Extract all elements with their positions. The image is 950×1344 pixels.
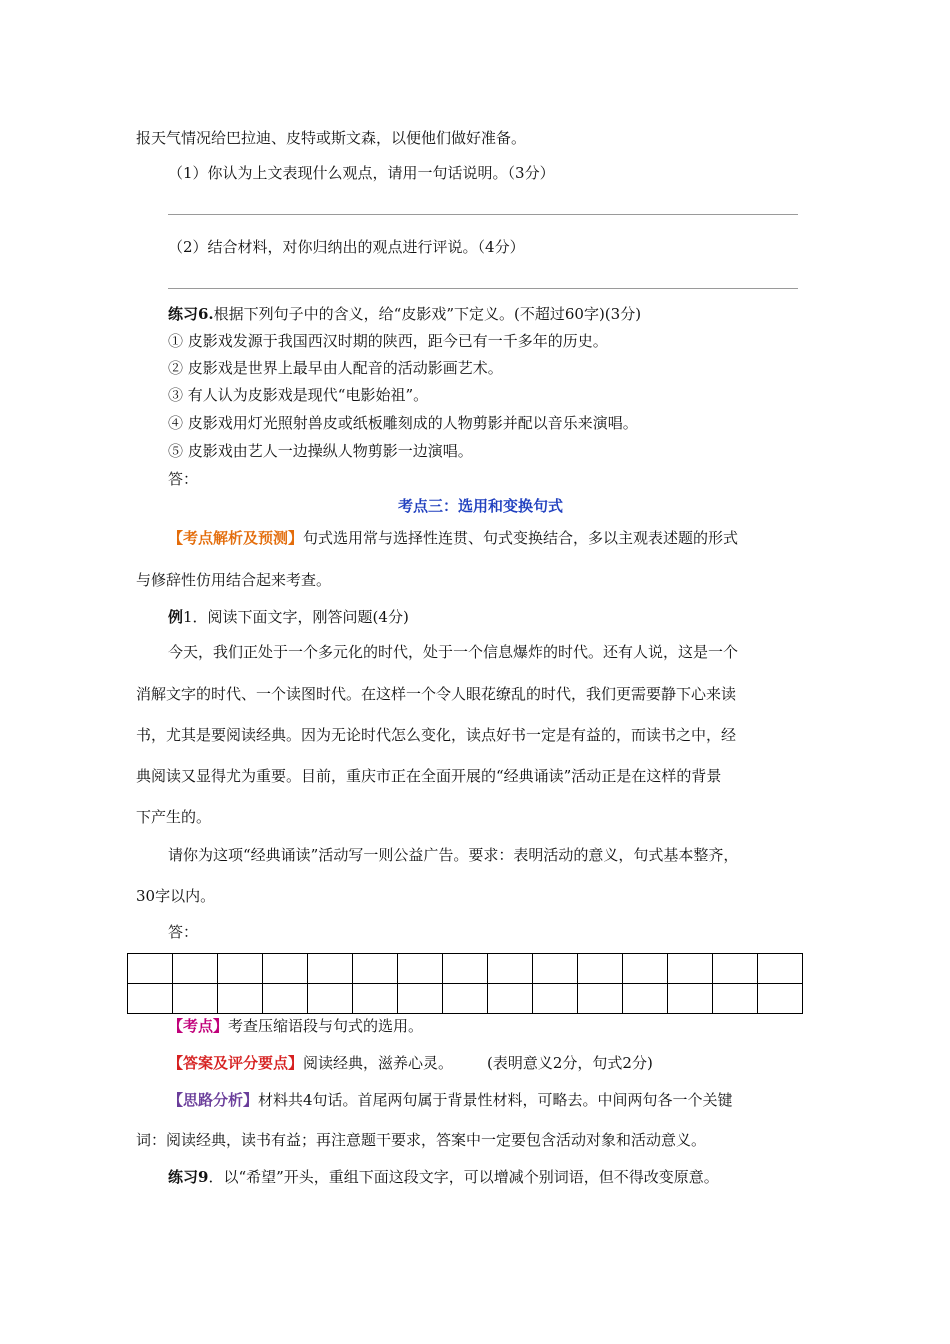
example-1-text: 1．阅读下面文字，刚答问题(4分) [183, 608, 409, 626]
exercise-6-item-1: ① 皮影戏发源于我国西汉时期的陕西，距今已有一千多年的历史。 [168, 332, 608, 350]
exercise-6-label: 练习6. [168, 305, 214, 323]
answer-grid-row [128, 984, 803, 1014]
grid-cell[interactable] [398, 954, 443, 984]
analysis-label: 【考点解析及预测】 [168, 529, 304, 547]
grid-cell[interactable] [758, 954, 803, 984]
grid-cell[interactable] [443, 984, 488, 1014]
grid-cell[interactable] [218, 984, 263, 1014]
answer-key-text: 阅读经典，滋养心灵。 [303, 1054, 454, 1072]
answer-key-label: 【答案及评分要点】 [168, 1054, 304, 1072]
answer-key-line [168, 1053, 653, 1073]
exercise-6-item-5: ⑤ 皮影戏由艺人一边操纵人物剪影一边演唱。 [168, 442, 473, 460]
grid-cell[interactable] [578, 984, 623, 1014]
grid-cell[interactable] [308, 954, 353, 984]
grid-cell[interactable] [668, 954, 713, 984]
grid-cell[interactable] [218, 954, 263, 984]
example-1-answer: 答： [168, 923, 199, 941]
grid-cell[interactable] [578, 954, 623, 984]
grid-cell[interactable] [533, 954, 578, 984]
grid-cell[interactable] [713, 984, 758, 1014]
analysis-line-2: 与修辞性仿用结合起来考查。 [136, 571, 332, 589]
example-1-task-2: 30字以内。 [136, 887, 216, 905]
exercise-6-item-2: ② 皮影戏是世界上最早由人配音的活动影画艺术。 [168, 359, 503, 377]
example-1-para-1: 今天，我们正处于一个多元化的时代，处于一个信息爆炸的时代。还有人说，这是一个 [168, 643, 739, 661]
grid-cell[interactable] [758, 984, 803, 1014]
exercise-9-text: ．以“希望”开头，重组下面这段文字，可以增减个别词语，但不得改变原意。 [208, 1168, 719, 1186]
example-1-para-5: 下产生的。 [136, 808, 212, 826]
grid-cell[interactable] [308, 984, 353, 1014]
thinking-label: 【思路分析】 [168, 1091, 259, 1109]
analysis-text-1: 句式选用常与选择性连贯、句式变换结合，多以主观表述题的形式 [303, 529, 739, 547]
thinking-text-1: 材料共4句话。首尾两句属于背景性材料，可略去。中间两句各一个关键 [258, 1091, 733, 1109]
exercise-9-prompt [168, 1167, 719, 1187]
answer-grid [127, 953, 803, 1014]
grid-cell[interactable] [488, 984, 533, 1014]
grid-cell[interactable] [623, 984, 668, 1014]
exercise-9-label: 练习9 [168, 1168, 209, 1186]
answer-line-1 [168, 214, 798, 215]
grid-cell[interactable] [173, 984, 218, 1014]
thinking-line-2: 词：阅读经典，读书有益；再注意题干要求，答案中一定要包含活动对象和活动意义。 [136, 1131, 707, 1149]
intro-line: 报天气情况给巴拉迪、皮特或斯文森，以便他们做好准备。 [136, 129, 527, 147]
kaodian-line [168, 1016, 423, 1036]
exercise-6-item-4: ④ 皮影戏用灯光照射兽皮或纸板雕刻成的人物剪影并配以音乐来演唱。 [168, 414, 638, 432]
grid-cell[interactable] [353, 954, 398, 984]
answer-grid-row [128, 954, 803, 984]
grid-cell[interactable] [128, 984, 173, 1014]
example-1-label: 例 [168, 608, 184, 626]
grid-cell[interactable] [668, 984, 713, 1014]
grid-cell[interactable] [623, 954, 668, 984]
example-1-task-1: 请你为这项“经典诵读”活动写一则公益广告。要求：表明活动的意义，句式基本整齐， [168, 846, 739, 864]
exercise-6-answer: 答： [168, 470, 199, 488]
example-1-para-2: 消解文字的时代、一个读图时代。在这样一个令人眼花缭乱的时代，我们更需要静下心来读 [136, 685, 737, 703]
grid-cell[interactable] [488, 954, 533, 984]
grid-cell[interactable] [128, 954, 173, 984]
kaodian-text: 考查压缩语段与句式的选用。 [228, 1017, 424, 1035]
exercise-6-item-3: ③ 有人认为皮影戏是现代“电影始祖”。 [168, 386, 429, 404]
thinking-line-1 [168, 1090, 733, 1110]
kaodian-label: 【考点】 [168, 1017, 229, 1035]
grid-cell[interactable] [263, 954, 308, 984]
grid-cell[interactable] [173, 954, 218, 984]
exercise-6-prompt [168, 304, 641, 324]
example-1-prompt [168, 607, 409, 627]
grid-cell[interactable] [443, 954, 488, 984]
grid-cell[interactable] [713, 954, 758, 984]
grid-cell[interactable] [263, 984, 308, 1014]
question-2: （2）结合材料，对你归纳出的观点进行评说。（4分） [168, 238, 525, 256]
grid-cell[interactable] [398, 984, 443, 1014]
grid-cell[interactable] [533, 984, 578, 1014]
answer-key-score: (表明意义2分，句式2分) [487, 1054, 653, 1072]
example-1-para-3: 书，尤其是要阅读经典。因为无论时代怎么变化，读点好书一定是有益的，而读书之中，经 [136, 726, 737, 744]
question-1: （1）你认为上文表现什么观点，请用一句话说明。（3分） [168, 164, 555, 182]
answer-line-2 [168, 288, 798, 289]
grid-cell[interactable] [353, 984, 398, 1014]
example-1-para-4: 典阅读又显得尤为重要。目前，重庆市正在全面开展的“经典诵读”活动正是在这样的背景 [136, 767, 722, 785]
analysis-line-1 [168, 528, 738, 548]
exercise-6-text: 根据下列句子中的含义，给“皮影戏”下定义。(不超过60字)(3分) [213, 305, 642, 323]
section-title: 考点三：选用和变换句式 [398, 497, 564, 515]
